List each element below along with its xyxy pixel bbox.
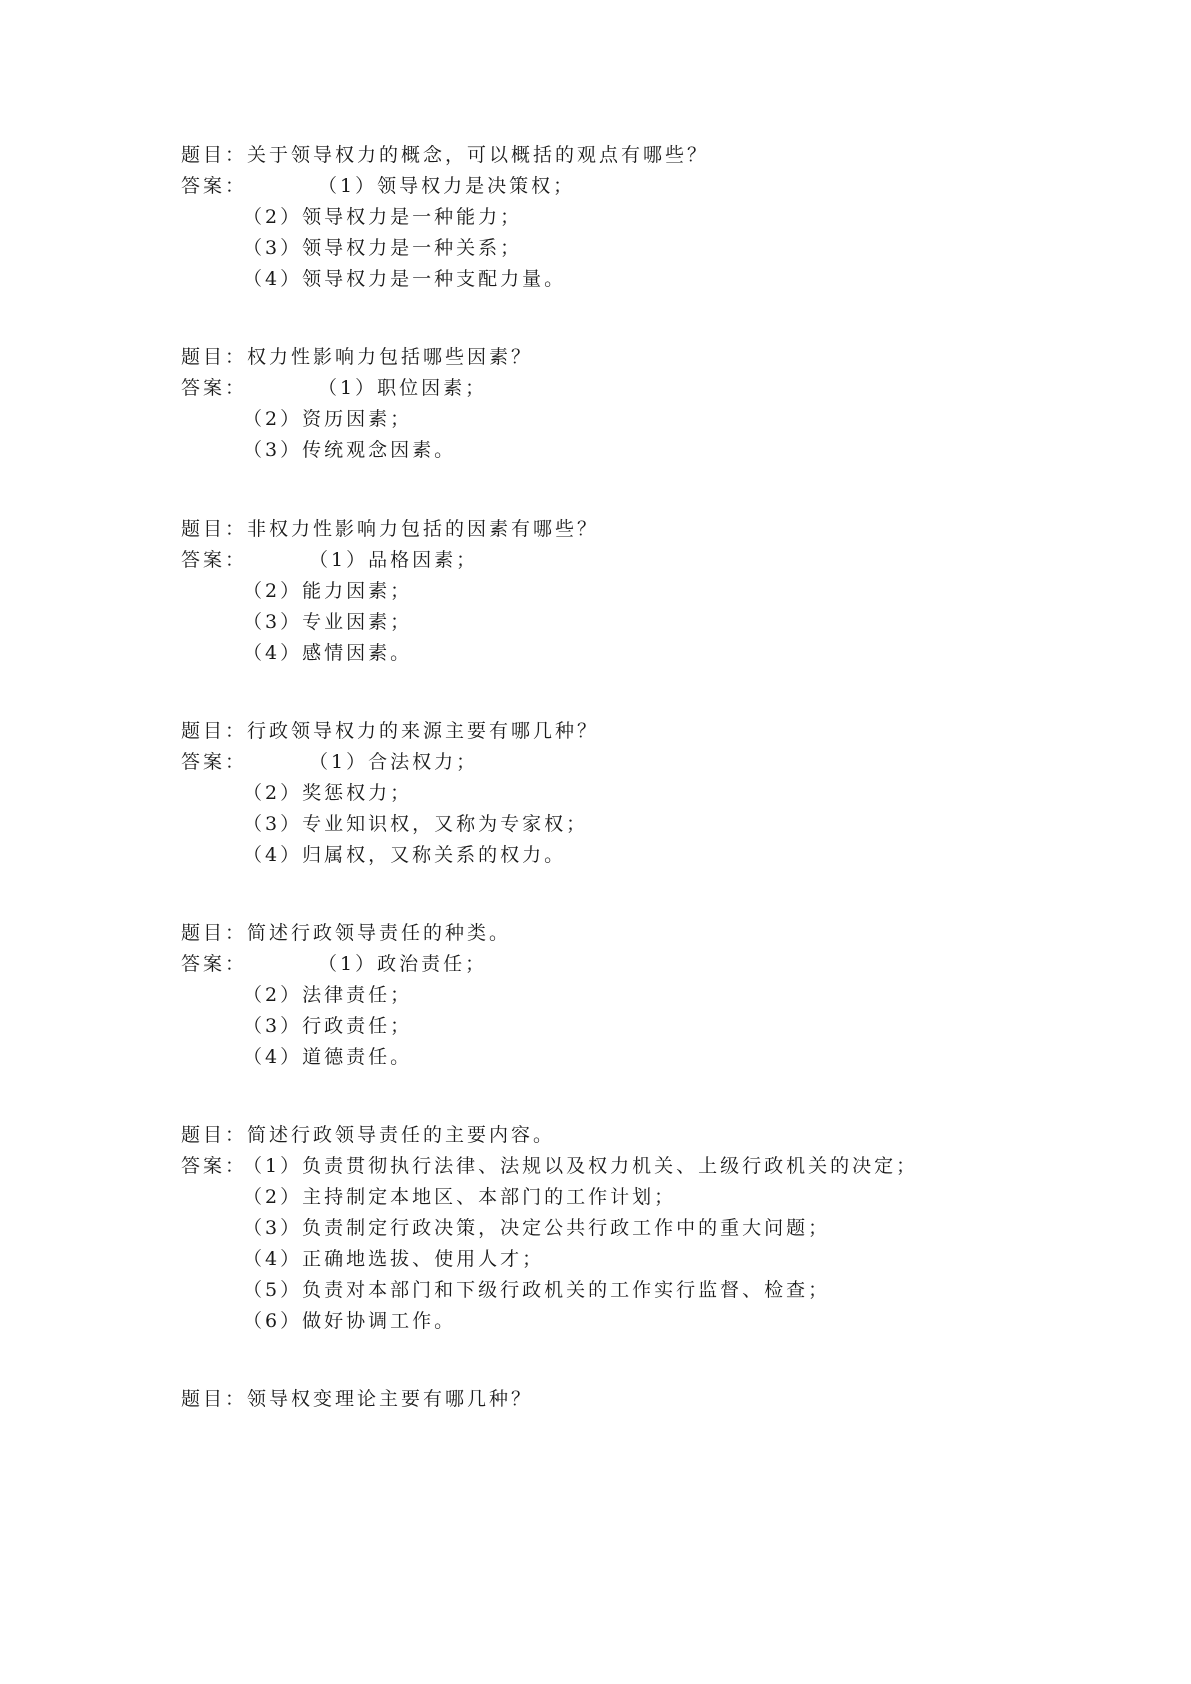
question-label: 题目： [181, 1124, 248, 1146]
answer-line [181, 171, 1081, 202]
answer-line [181, 545, 1081, 576]
question-line [181, 1384, 1081, 1415]
qa-block-6 [181, 1120, 1081, 1337]
question-line [181, 716, 1081, 747]
question-text: 关于领导权力的概念，可以概括的观点有哪些？ [247, 144, 710, 166]
answer-item: （3）负责制定行政决策，决定公共行政工作中的重大问题； [243, 1217, 831, 1239]
answer-item: （3）专业知识权，又称为专家权； [243, 813, 589, 835]
answer-item: （4）感情因素。 [243, 642, 413, 664]
answer-label: 答案： [181, 377, 248, 399]
answer-item: （3）专业因素； [243, 611, 413, 633]
answer-item: （4）正确地选拔、使用人才； [243, 1248, 545, 1270]
answer-item: （3）传统观念因素。 [243, 439, 457, 461]
answer-item: （4）领导权力是一种支配力量。 [243, 268, 567, 290]
answer-line [181, 373, 1081, 404]
question-label: 题目： [181, 346, 248, 368]
question-line [181, 918, 1081, 949]
answer-item: （2）能力因素； [243, 580, 413, 602]
answer-line [181, 949, 1081, 980]
answer-item: （2）法律责任； [243, 984, 413, 1006]
answer-item: （1）职位因素； [318, 377, 488, 399]
answer-item: （2）奖惩权力； [243, 782, 413, 804]
answer-label: 答案： [181, 953, 248, 975]
question-label: 题目： [181, 1388, 248, 1410]
question-text: 简述行政领导责任的主要内容。 [247, 1124, 556, 1146]
answer-item: （2）资历因素； [243, 408, 413, 430]
question-text: 非权力性影响力包括的因素有哪些？ [247, 518, 600, 540]
question-text: 权力性影响力包括哪些因素？ [247, 346, 534, 368]
answer-label: 答案： [181, 1155, 248, 1177]
answer-item: （1）负责贯彻执行法律、法规以及权力机关、上级行政机关的决定； [243, 1155, 919, 1177]
answer-line [181, 1151, 1081, 1182]
answer-item: （1）品格因素； [309, 549, 479, 571]
question-line [181, 140, 1081, 171]
answer-item: （1）政治责任； [318, 953, 488, 975]
qa-block-2 [181, 342, 1081, 466]
answer-item: （1）合法权力； [309, 751, 479, 773]
answer-item: （2）主持制定本地区、本部门的工作计划； [243, 1186, 677, 1208]
answer-item: （2）领导权力是一种能力； [243, 206, 523, 228]
qa-block-1 [181, 140, 1081, 295]
answer-item: （4）归属权，又称关系的权力。 [243, 844, 567, 866]
question-line [181, 514, 1081, 545]
answer-item: （5）负责对本部门和下级行政机关的工作实行监督、检查； [243, 1279, 831, 1301]
question-line [181, 342, 1081, 373]
question-text: 简述行政领导责任的种类。 [247, 922, 512, 944]
question-text: 行政领导权力的来源主要有哪几种？ [247, 720, 600, 742]
answer-item: （3）行政责任； [243, 1015, 413, 1037]
question-label: 题目： [181, 144, 248, 166]
qa-block-4 [181, 716, 1081, 871]
answer-item: （6）做好协调工作。 [243, 1310, 457, 1332]
question-label: 题目： [181, 720, 248, 742]
answer-label: 答案： [181, 751, 248, 773]
question-text: 领导权变理论主要有哪几种？ [247, 1388, 534, 1410]
qa-block-3 [181, 514, 1081, 669]
answer-item: （3）领导权力是一种关系； [243, 237, 523, 259]
question-label: 题目： [181, 518, 248, 540]
answer-label: 答案： [181, 549, 248, 571]
answer-item: （4）道德责任。 [243, 1046, 413, 1068]
answer-line [181, 747, 1081, 778]
answer-item: （1）领导权力是决策权； [318, 175, 576, 197]
qa-block-5 [181, 918, 1081, 1073]
answer-label: 答案： [181, 175, 248, 197]
question-label: 题目： [181, 922, 248, 944]
question-line [181, 1120, 1081, 1151]
qa-block-7 [181, 1384, 1081, 1415]
